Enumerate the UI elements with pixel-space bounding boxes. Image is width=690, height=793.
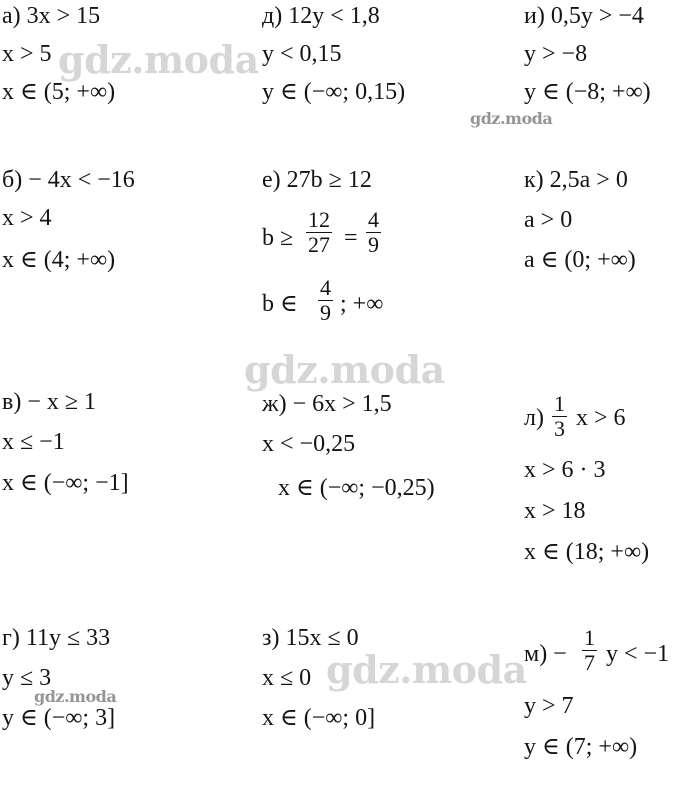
problem-d-line2: y < 0,15 [262,41,342,67]
problem-k-line2: a > 0 [524,207,573,233]
fraction-1-3 [552,392,567,441]
problem-i-line3: y ∈ (−8; +∞) [524,79,651,105]
problem-i-line2: y > −8 [524,41,588,67]
fraction-denominator: 7 [584,650,595,675]
problem-z-line3: x ∈ (−∞; 0] [262,705,376,731]
fraction-1-7 [582,626,597,675]
fraction-denominator: 27 [308,232,330,257]
problem-v-line2: x ≤ −1 [2,429,65,455]
problem-z-line1: з) 15x ≤ 0 [262,625,359,651]
problem-m-line3: y ∈ (7; +∞) [524,734,638,760]
problem-b-line1: б) − 4x < −16 [2,167,135,193]
problem-b-line3: x ∈ (4; +∞) [2,247,116,273]
fraction-numerator: 1 [554,391,565,416]
problem-g-line1: г) 11y ≤ 33 [2,625,111,651]
problem-l-line4: x ∈ (18; +∞) [524,539,650,565]
fraction-denominator: 3 [554,416,565,441]
watermark-logo: gdz.moda [326,647,527,692]
problem-a-line3: x ∈ (5; +∞) [2,79,116,105]
problem-b-line2: x > 4 [2,205,52,231]
fraction-12-27 [306,208,332,257]
problem-g-line3: y ∈ (−∞; 3] [2,705,116,731]
problem-a-line1: а) 3x > 15 [2,3,101,29]
fraction-denominator: 9 [320,300,331,325]
fraction-numerator: 4 [320,275,331,300]
equals-sign: = [344,225,358,251]
problem-m-line1-suffix: y < −1 [606,641,670,667]
fraction-numerator: 4 [368,207,379,232]
problem-e-line1: е) 27b ≥ 12 [262,167,372,193]
problem-i-line1: и) 0,5y > −4 [524,3,644,29]
fraction-4-9-interval [318,276,333,325]
problem-v-line3: x ∈ (−∞; −1] [2,470,129,496]
fraction-numerator: 1 [584,625,595,650]
problem-l-line2: x > 6 · 3 [524,457,606,483]
problem-l-line1-prefix: л) [524,405,544,431]
problem-m-line1-prefix: м) − [524,641,567,667]
watermark-logo: gdz.moda [470,109,553,128]
problem-l-line3: x > 18 [524,498,586,524]
problem-zh-line2: x < −0,25 [262,431,356,457]
problem-l-line1-suffix: x > 6 [576,405,626,431]
watermark-logo: gdz.moda [244,347,445,392]
problem-k-line3: a ∈ (0; +∞) [524,247,636,273]
problem-k-line1: к) 2,5a > 0 [524,167,628,193]
fraction-4-9 [366,208,381,257]
problem-v-line1: в) − x ≥ 1 [2,389,97,415]
problem-g-line2: y ≤ 3 [2,665,52,691]
problem-e-line2-prefix: b ≥ [262,225,294,251]
fraction-denominator: 9 [368,232,379,257]
problem-d-line3: y ∈ (−∞; 0,15) [262,79,406,105]
fraction-numerator: 12 [308,207,330,232]
problem-e-line3-suffix: ; +∞ [340,291,384,317]
problem-d-line1: д) 12y < 1,8 [262,3,380,29]
problem-m-line2: y > 7 [524,693,574,719]
problem-zh-line3: x ∈ (−∞; −0,25) [278,475,435,501]
problem-e-line3-prefix: b ∈ [262,291,298,317]
problem-z-line2: x ≤ 0 [262,665,312,691]
problem-a-line2: x > 5 [2,41,52,67]
watermark-logo: gdz.moda [34,687,117,706]
problem-zh-line1: ж) − 6x > 1,5 [262,391,392,417]
watermark-logo: gdz.moda [58,37,259,82]
